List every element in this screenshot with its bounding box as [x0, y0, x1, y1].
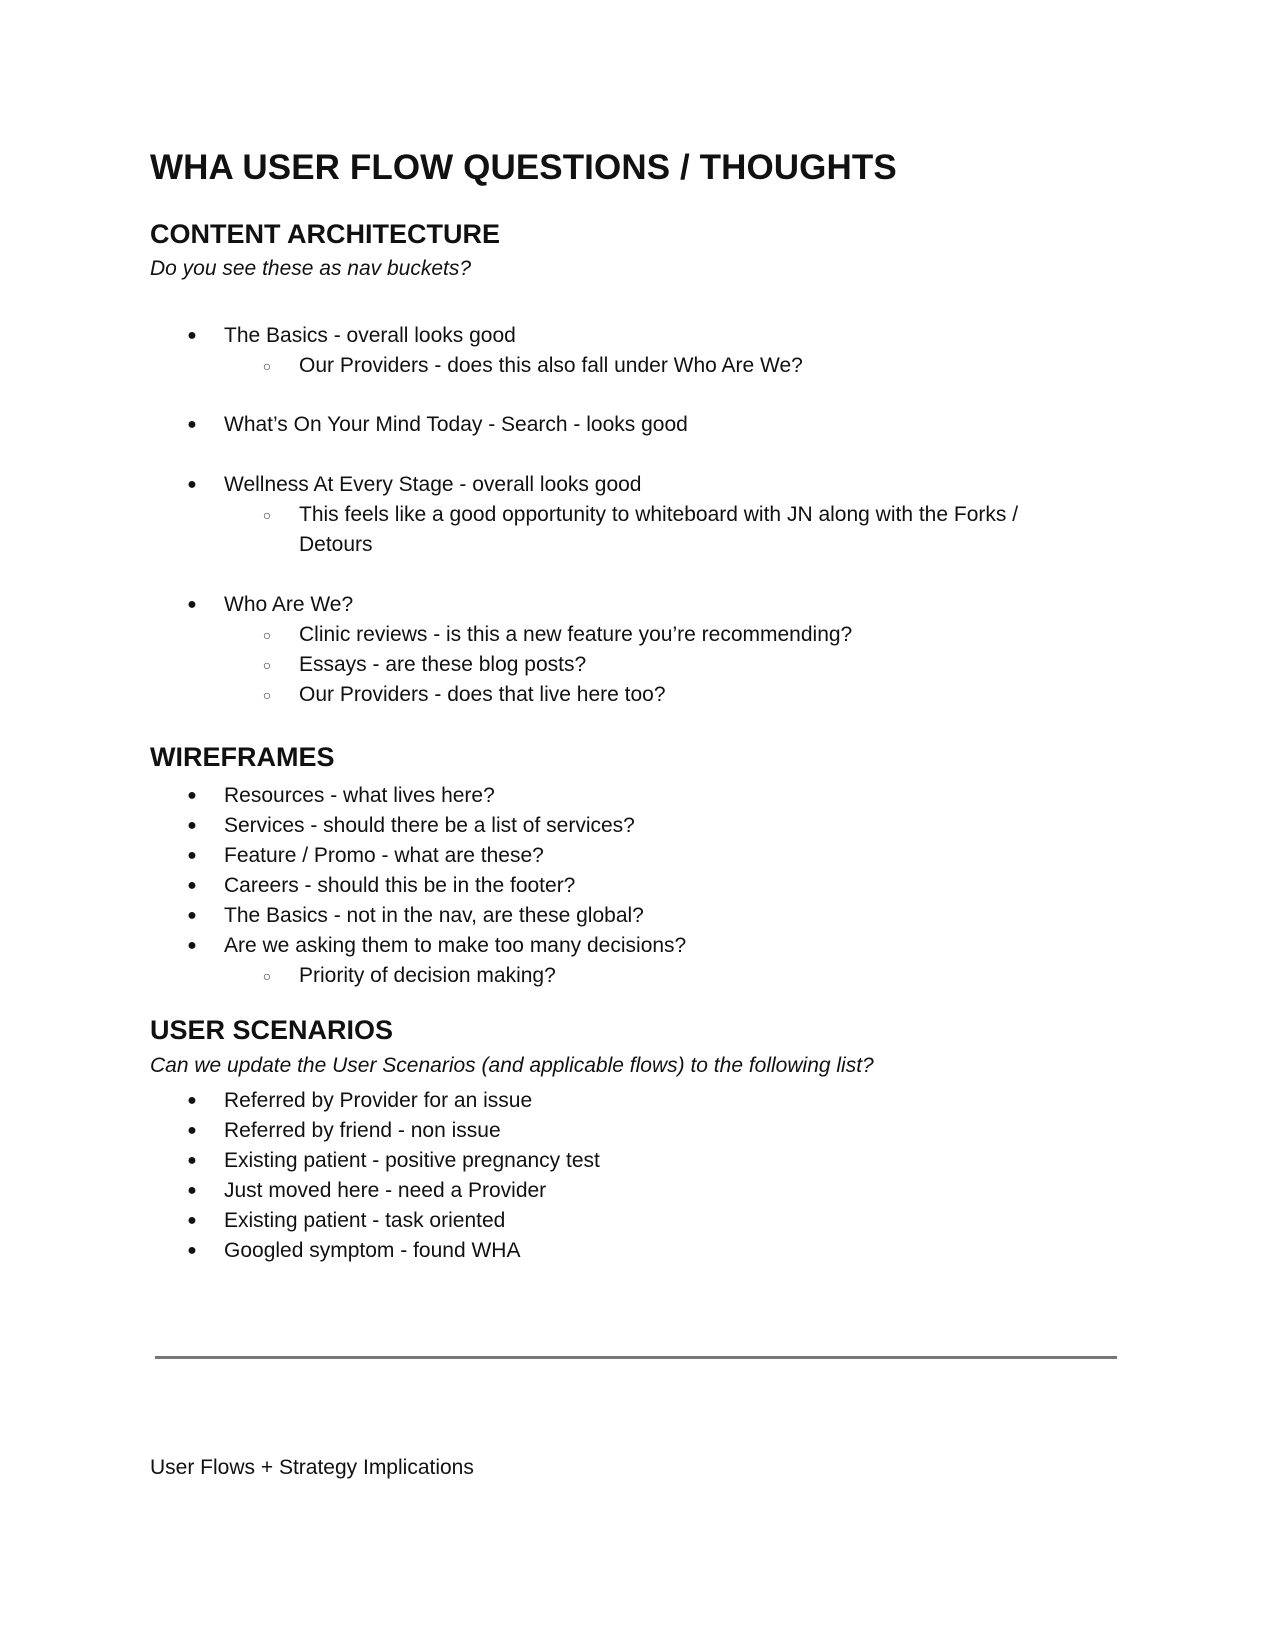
list-item	[187, 1116, 501, 1146]
list-item-text: Feature / Promo - what are these?	[224, 844, 544, 867]
horizontal-divider	[155, 1356, 1117, 1359]
bullet-icon: ●	[187, 1212, 197, 1229]
list-item	[187, 841, 544, 871]
list-item-text: Who Are We?	[224, 593, 354, 616]
list-item	[187, 1176, 547, 1206]
list-item-text: Essays - are these blog posts?	[299, 653, 587, 676]
list-item-text: The Basics - not in the nav, are these global?	[224, 904, 644, 927]
sub-bullet-icon: ○	[262, 687, 272, 703]
list-item-text: The Basics - overall looks good	[224, 324, 516, 347]
list-item-text: Wellness At Every Stage - overall looks good	[224, 473, 642, 496]
user-scenarios-heading: USER SCENARIOS	[150, 1015, 394, 1045]
list-item-text: Googled symptom - found WHA	[224, 1239, 521, 1262]
list-item	[262, 351, 803, 381]
sub-bullet-icon: ○	[262, 627, 272, 643]
bullet-icon: ●	[187, 1152, 197, 1169]
list-item	[262, 500, 1019, 530]
bullet-icon: ●	[187, 787, 197, 804]
list-item-text: Resources - what lives here?	[224, 784, 495, 807]
bullet-icon: ●	[187, 327, 197, 344]
list-item-text: Our Providers - does that live here too?	[299, 683, 666, 706]
list-item-continuation	[299, 530, 373, 560]
list-item	[187, 410, 688, 440]
bullet-icon: ●	[187, 476, 197, 493]
footer-text: User Flows + Strategy Implications	[150, 1456, 474, 1479]
sub-bullet-icon: ○	[262, 968, 272, 984]
list-item-text: This feels like a good opportunity to whiteboard with JN along with the Forks /	[299, 503, 1019, 526]
page-title: WHA USER FLOW QUESTIONS / THOUGHTS	[150, 148, 897, 187]
list-item-text: Referred by friend - non issue	[224, 1119, 501, 1142]
content-architecture-subtitle: Do you see these as nav buckets?	[150, 257, 472, 280]
list-item	[187, 781, 495, 811]
list-item	[262, 650, 587, 680]
bullet-icon: ●	[187, 1092, 197, 1109]
list-item	[187, 1086, 533, 1116]
bullet-icon: ●	[187, 1242, 197, 1259]
bullet-icon: ●	[187, 1182, 197, 1199]
bullet-icon: ●	[187, 416, 197, 433]
bullet-icon: ●	[187, 877, 197, 894]
wireframes-heading: WIREFRAMES	[150, 742, 335, 772]
bullet-icon: ●	[187, 817, 197, 834]
list-item-text: Detours	[299, 533, 373, 556]
list-item	[262, 620, 853, 650]
bullet-icon: ●	[187, 937, 197, 954]
user-scenarios-subtitle: Can we update the User Scenarios (and applicable flows) to the following list?	[150, 1054, 874, 1077]
list-item	[187, 1206, 506, 1236]
sub-bullet-icon: ○	[262, 507, 272, 523]
list-item	[187, 871, 576, 901]
list-item-text: Careers - should this be in the footer?	[224, 874, 576, 897]
list-item	[187, 1146, 600, 1176]
list-item-text: Our Providers - does this also fall under Who Are We?	[299, 354, 803, 377]
list-item-text: Priority of decision making?	[299, 964, 556, 987]
list-item	[187, 1236, 521, 1266]
list-item	[187, 590, 354, 620]
bullet-icon: ●	[187, 596, 197, 613]
content-architecture-heading: CONTENT ARCHITECTURE	[150, 219, 500, 249]
list-item	[262, 961, 556, 991]
list-item	[187, 901, 644, 931]
list-item	[187, 470, 642, 500]
bullet-icon: ●	[187, 1122, 197, 1139]
sub-bullet-icon: ○	[262, 358, 272, 374]
list-item-text: Are we asking them to make too many decisions?	[224, 934, 687, 957]
list-item	[187, 321, 516, 351]
list-item	[262, 680, 666, 710]
bullet-icon: ●	[187, 907, 197, 924]
list-item-text: Existing patient - task oriented	[224, 1209, 506, 1232]
list-item-text: Referred by Provider for an issue	[224, 1089, 533, 1112]
list-item-text: Clinic reviews - is this a new feature you’re recommending?	[299, 623, 853, 646]
list-item-text: Just moved here - need a Provider	[224, 1179, 547, 1202]
bullet-icon: ●	[187, 847, 197, 864]
list-item	[187, 811, 635, 841]
list-item-text: Services - should there be a list of services?	[224, 814, 635, 837]
list-item-text: What’s On Your Mind Today - Search - looks good	[224, 413, 688, 436]
sub-bullet-icon: ○	[262, 657, 272, 673]
list-item-text: Existing patient - positive pregnancy test	[224, 1149, 600, 1172]
list-item	[187, 931, 687, 961]
